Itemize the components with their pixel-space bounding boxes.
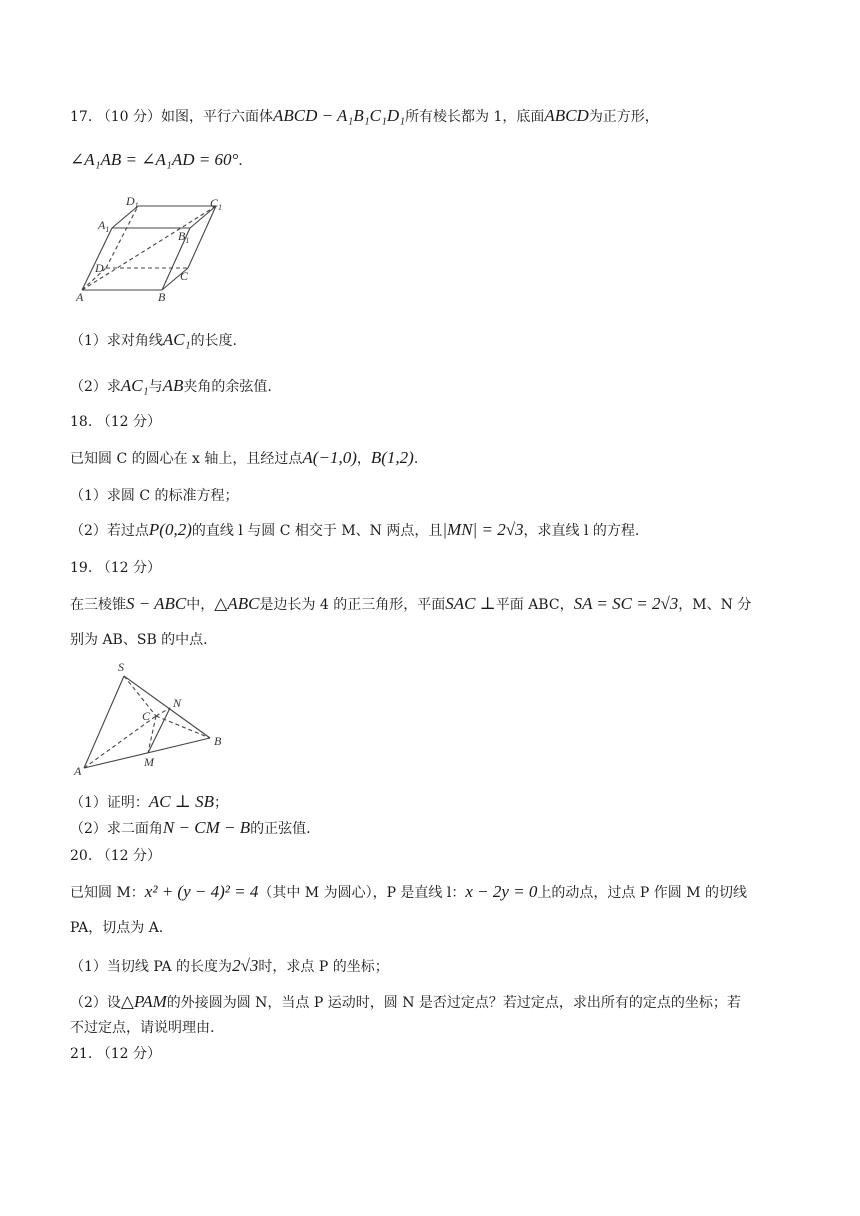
q20-stem-b: （其中 M 为圆心），P 是直线 l： xyxy=(258,885,466,901)
q19-header: 19. （12 分） xyxy=(70,560,161,576)
q18-mn-length: |MN| = 2√3 xyxy=(442,520,524,539)
q19-stem-e: ，M、N 分 xyxy=(678,597,752,613)
q17-label-c1: $C_1$ xyxy=(210,196,223,212)
q17-part2-tail: 夹角的余弦值. xyxy=(183,379,272,395)
q19-stem-text: 在三棱锥 xyxy=(70,597,126,613)
q17-label-b: B xyxy=(158,290,166,304)
q20-stem-text: 已知圆 M： xyxy=(70,885,145,901)
q19-sa-sc: SA = SC = 2√3 xyxy=(573,594,679,613)
q19-stem-c: 是边长为 4 的正三角形，平面 xyxy=(259,597,446,613)
q18-point-p: P(0,2) xyxy=(148,520,192,539)
q19-pyramid-figure xyxy=(70,658,235,778)
q18-part2-mid: 的直线 l 与圆 C 相交于 M、N 两点，且 xyxy=(191,523,443,539)
q20-part1-tail: 时，求点 P 的坐标； xyxy=(258,959,389,975)
q19-label-a: A xyxy=(74,764,82,778)
q17-label-d1: $D_1$ xyxy=(126,194,139,210)
q19-stem-line2: 别为 AB、SB 的中点. xyxy=(70,632,208,648)
q19-label-b: B xyxy=(214,734,222,748)
q17-parallelepiped-figure xyxy=(70,190,240,310)
q17-header xyxy=(70,106,659,127)
q20-line-eq: x − 2y = 0 xyxy=(465,882,538,901)
q17-part2-math1: AC₁ xyxy=(120,376,149,395)
q18-comma: ， xyxy=(356,451,371,467)
q17-header-tail: 所有棱长都为 1，底面 xyxy=(405,109,545,125)
q17-label-d: D xyxy=(95,261,104,275)
q17-part1-tail: 的长度. xyxy=(190,333,238,349)
q20-part1 xyxy=(70,956,389,977)
q19-part1-math: AC ⊥ SB xyxy=(148,792,215,811)
q19-pyramid: S − ABC xyxy=(126,594,187,613)
q19-label-s: S xyxy=(118,660,124,674)
q17-part2 xyxy=(70,376,272,397)
q20-part2-text: （2）设 xyxy=(70,995,121,1011)
q17-label-a: A xyxy=(76,290,84,304)
q20-header: 20. （12 分） xyxy=(70,848,161,864)
q17-header-text: 17. （10 分）如图，平行六面体 xyxy=(70,109,273,125)
q20-part2-line2: 不过定点，请说明理由. xyxy=(70,1020,215,1036)
q17-label-a1: $A_1$ xyxy=(98,218,110,234)
q17-label-c: C xyxy=(180,269,189,283)
q17-part2-math2: AB xyxy=(162,376,184,395)
q19-stem-b: 中， xyxy=(186,597,215,613)
q17-solid: ABCD − A₁B₁C₁D₁ xyxy=(272,106,406,125)
q18-header: 18. （12 分） xyxy=(70,414,161,430)
q20-part2 xyxy=(70,992,741,1013)
q20-stem-c: 上的动点，过点 P 作圆 M 的切线 xyxy=(537,885,747,901)
q19-part2-tail: 的正弦值. xyxy=(250,821,311,837)
q19-label-c: C xyxy=(142,709,151,723)
q20-stem-line2: PA，切点为 A. xyxy=(70,920,164,936)
q19-stem xyxy=(70,594,751,615)
q17-part1 xyxy=(70,330,237,351)
q17-part1-text: （1）求对角线 xyxy=(70,333,163,349)
q17-header-end: 为正方形， xyxy=(588,109,659,125)
q20-part1-math: 2√3 xyxy=(232,956,259,975)
q17-part2-text: （2）求 xyxy=(70,379,121,395)
q19-label-m: M xyxy=(144,755,154,769)
q18-stem-text: 已知圆 C 的圆心在 x 轴上，且经过点 xyxy=(70,451,303,467)
q19-part2-text: （2）求二面角 xyxy=(70,821,163,837)
q20-part2-math: △PAM xyxy=(120,992,167,1011)
q18-part2-tail: ，求直线 l 的方程. xyxy=(523,523,640,539)
q20-part2-tail: 的外接圆为圆 N，当点 P 运动时，圆 N 是否过定点？若过定点，求出所有的定点的坐标；若 xyxy=(166,995,741,1011)
q17-base: ABCD xyxy=(544,106,589,125)
q17-angles xyxy=(70,150,243,171)
q19-plane: SAC ⊥ xyxy=(445,594,496,613)
q19-part2 xyxy=(70,818,311,839)
q21-header: 21. （12 分） xyxy=(70,1046,161,1062)
q19-triangle: △ABC xyxy=(214,594,260,613)
q17-angles-end: . xyxy=(238,153,243,169)
q17-part2-mid: 与 xyxy=(148,379,163,395)
q18-part1: （1）求圆 C 的标准方程； xyxy=(70,488,239,504)
q19-label-n: N xyxy=(173,696,182,710)
q17-part1-math: AC₁ xyxy=(162,330,191,349)
q18-point-b: B(1,2) xyxy=(370,448,414,467)
q18-part2 xyxy=(70,520,639,541)
q18-point-a: A(−1,0) xyxy=(302,448,357,467)
q17-angles-eq: ∠A₁AB = ∠A₁AD = 60° xyxy=(70,150,239,169)
q20-circle-eq: x² + (y − 4)² = 4 xyxy=(144,882,259,901)
q18-stem xyxy=(70,448,418,469)
q19-part1-text: （1）证明： xyxy=(70,795,149,811)
q19-stem-d: 平面 ABC， xyxy=(495,597,574,613)
q19-part1 xyxy=(70,792,228,813)
q19-part1-tail: ； xyxy=(214,795,229,811)
q20-part1-text: （1）当切线 PA 的长度为 xyxy=(70,959,233,975)
q18-stem-end: . xyxy=(413,451,419,467)
q17-label-b1: $B_1$ xyxy=(178,229,190,245)
q19-part2-math: N − CM − B xyxy=(162,818,251,837)
q20-stem xyxy=(70,882,747,903)
q18-part2-text: （2）若过点 xyxy=(70,523,149,539)
